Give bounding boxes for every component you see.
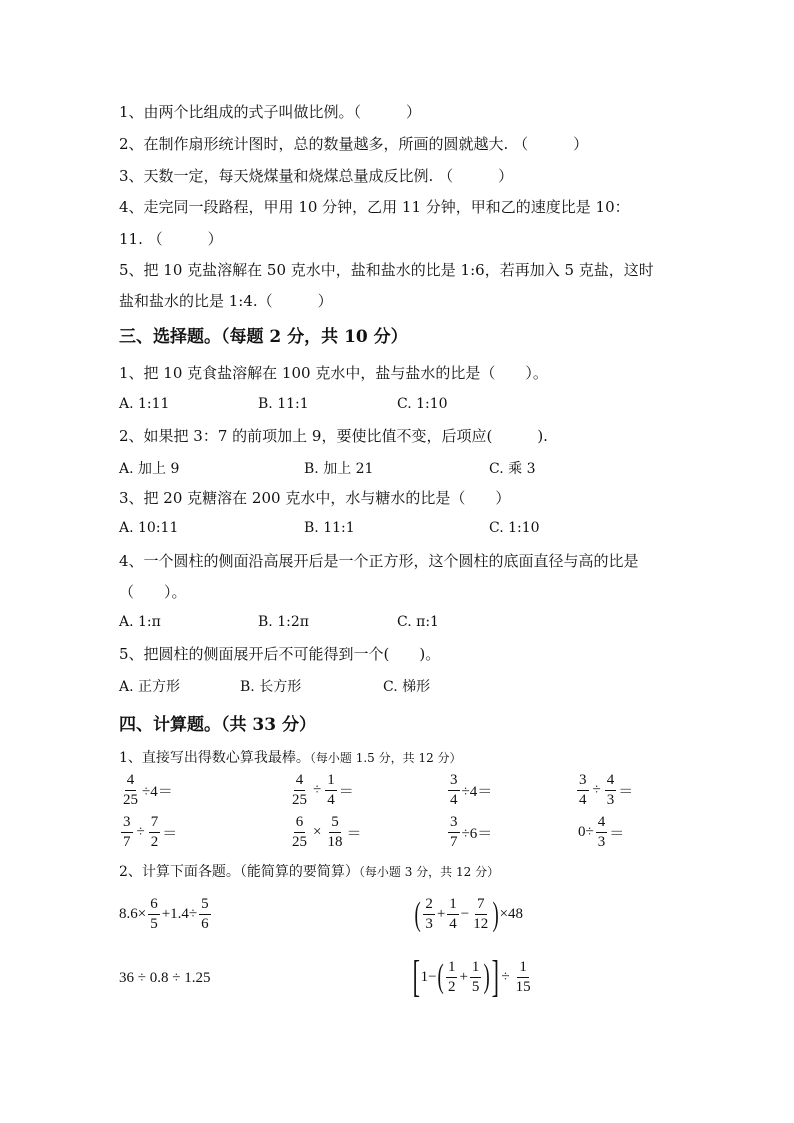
calc-sub1-label: 1、直接写出得数心算我最棒。 (119, 750, 310, 766)
mental-4: $\frac{3}{4}$ ÷ $\frac{4}{3}$ ＝ (579, 772, 634, 808)
judge-item-1: 1、由两个比组成的式子叫做比例。（ ） (119, 103, 422, 121)
calc-expr-3: 36 ÷ 0.8 ÷ 1.25 (119, 970, 211, 986)
choice-q5-opt-a: A. 正方形 (119, 679, 181, 695)
mental-7: $\frac{3}{7}$ ÷6＝ (450, 814, 493, 850)
choice-q3-opt-b: B. 11:1 (304, 520, 355, 536)
choice-q4-opt-a: A. 1:π (119, 614, 161, 630)
choice-q5: 5、把圆柱的侧面展开后不可能得到一个( )。 (119, 645, 441, 663)
fraction: $\frac{4}{25}$ (292, 772, 307, 808)
fraction: $\frac{4}{3}$ (606, 772, 615, 808)
fraction: $\frac{1}{15}$ (515, 958, 531, 995)
calc-expr-4: [ 1− ( $\frac{1}{2}$ + $\frac{1}{5}$ ) ] ÷ $\frac{1}{15}$ (412, 952, 531, 1001)
mental-8: 0÷ $\frac{4}{3}$ ＝ (578, 814, 625, 850)
choice-q5-opt-b: B. 长方形 (240, 679, 302, 695)
section-calc-heading: 四、计算题。（共 33 分） (119, 715, 316, 735)
section-choice-heading: 三、选择题。（每题 2 分，共 10 分） (119, 327, 408, 347)
judge-item-4: 4、走完同一段路程，甲用 10 分钟，乙用 11 分钟，甲和乙的速度比是 10： (119, 198, 630, 216)
fraction: $\frac{6}{5}$ (150, 896, 158, 932)
choice-q4: 4、一个圆柱的侧面沿高展开后是一个正方形，这个圆柱的底面直径与高的比是 (119, 552, 639, 570)
fraction: $\frac{3}{4}$ (579, 772, 587, 808)
mental-6: $\frac{6}{25}$ × $\frac{5}{18}$ ＝ (292, 814, 362, 850)
choice-q1-opt-b: B. 11:1 (258, 396, 309, 412)
choice-q4-opt-c: C. π:1 (397, 614, 439, 630)
choice-q3: 3、把 20 克糖溶在 200 克水中，水与糖水的比是（ ） (119, 489, 511, 507)
choice-q5-opt-c: C. 梯形 (383, 679, 431, 695)
choice-q2-opt-c: C. 乘 3 (489, 461, 536, 477)
fraction: $\frac{5}{6}$ (201, 896, 209, 932)
mental-3: $\frac{3}{4}$ ÷4＝ (450, 772, 493, 808)
judge-item-4-cont: 11. （ ） (119, 230, 223, 248)
judge-item-3: 3、天数一定，每天烧煤量和烧煤总量成反比例. （ ） (119, 167, 514, 185)
choice-q3-opt-c: C. 1:10 (489, 520, 540, 536)
choice-q1: 1、把 10 克食盐溶解在 100 克水中，盐与盐水的比是（ ）。 (119, 364, 548, 382)
choice-q2-opt-b: B. 加上 21 (304, 461, 374, 477)
calc-expr-2: ( $\frac{2}{3}$ + $\frac{1}{4}$ − $\frac{7}{12}$ ) ×48 (414, 895, 524, 933)
mental-2: $\frac{4}{25}$ ÷ $\frac{1}{4}$ ＝ (292, 772, 354, 808)
judge-item-5-cont: 盐和盐水的比是 1:4.（ ） (119, 292, 333, 310)
fraction: $\frac{3}{4}$ (450, 772, 458, 808)
calc-sub1 (119, 747, 462, 767)
fraction: $\frac{3}{7}$ (450, 814, 458, 850)
choice-q4-cont: （ ）。 (119, 583, 187, 601)
fraction: $\frac{4}{3}$ (597, 814, 606, 850)
fraction: $\frac{1}{5}$ (471, 958, 480, 995)
choice-q2: 2、如果把 3：7 的前项加上 9，要使比值不变，后项应( ). (119, 427, 548, 445)
fraction: $\frac{4}{25}$ (123, 772, 138, 808)
fraction: $\frac{6}{25}$ (292, 814, 307, 850)
choice-q4-opt-b: B. 1:2π (258, 614, 309, 630)
choice-q1-opt-c: C. 1:10 (397, 396, 448, 412)
fraction: $\frac{2}{3}$ (425, 896, 433, 932)
judge-item-2: 2、在制作扇形统计图时，总的数量越多，所画的圆就越大. （ ） (119, 135, 589, 153)
fraction: $\frac{1}{2}$ (447, 958, 456, 995)
fraction: $\frac{7}{2}$ (150, 814, 159, 850)
choice-q2-opt-a: A. 加上 9 (119, 461, 180, 477)
calc-sub2-note: （每小题 3 分，共 12 分） (358, 865, 500, 879)
fraction: $\frac{1}{4}$ (327, 772, 335, 808)
mental-1: $\frac{4}{25}$ ÷4＝ (123, 772, 173, 808)
fraction: $\frac{7}{12}$ (473, 896, 489, 932)
judge-item-5: 5、把 10 克盐溶解在 50 克水中，盐和盐水的比是 1:6，若再加入 5 克盐，这时 (119, 261, 654, 279)
choice-q3-opt-a: A. 10:11 (119, 520, 179, 536)
fraction: $\frac{5}{18}$ (327, 814, 343, 850)
fraction: $\frac{1}{4}$ (449, 896, 457, 932)
calc-expr-1: 8.6× $\frac{6}{5}$ +1.4÷ $\frac{5}{6}$ (119, 896, 209, 932)
choice-q1-opt-a: A. 1:11 (119, 396, 170, 412)
calc-sub2-label: 2、计算下面各题。（能简算的要简算） (119, 864, 359, 880)
mental-5: $\frac{3}{7}$ ÷ $\frac{7}{2}$ ＝ (123, 814, 178, 850)
calc-sub1-note: （每小题 1.5 分，共 12 分） (309, 751, 462, 765)
calc-sub2 (119, 861, 499, 881)
fraction: $\frac{3}{7}$ (123, 814, 131, 850)
